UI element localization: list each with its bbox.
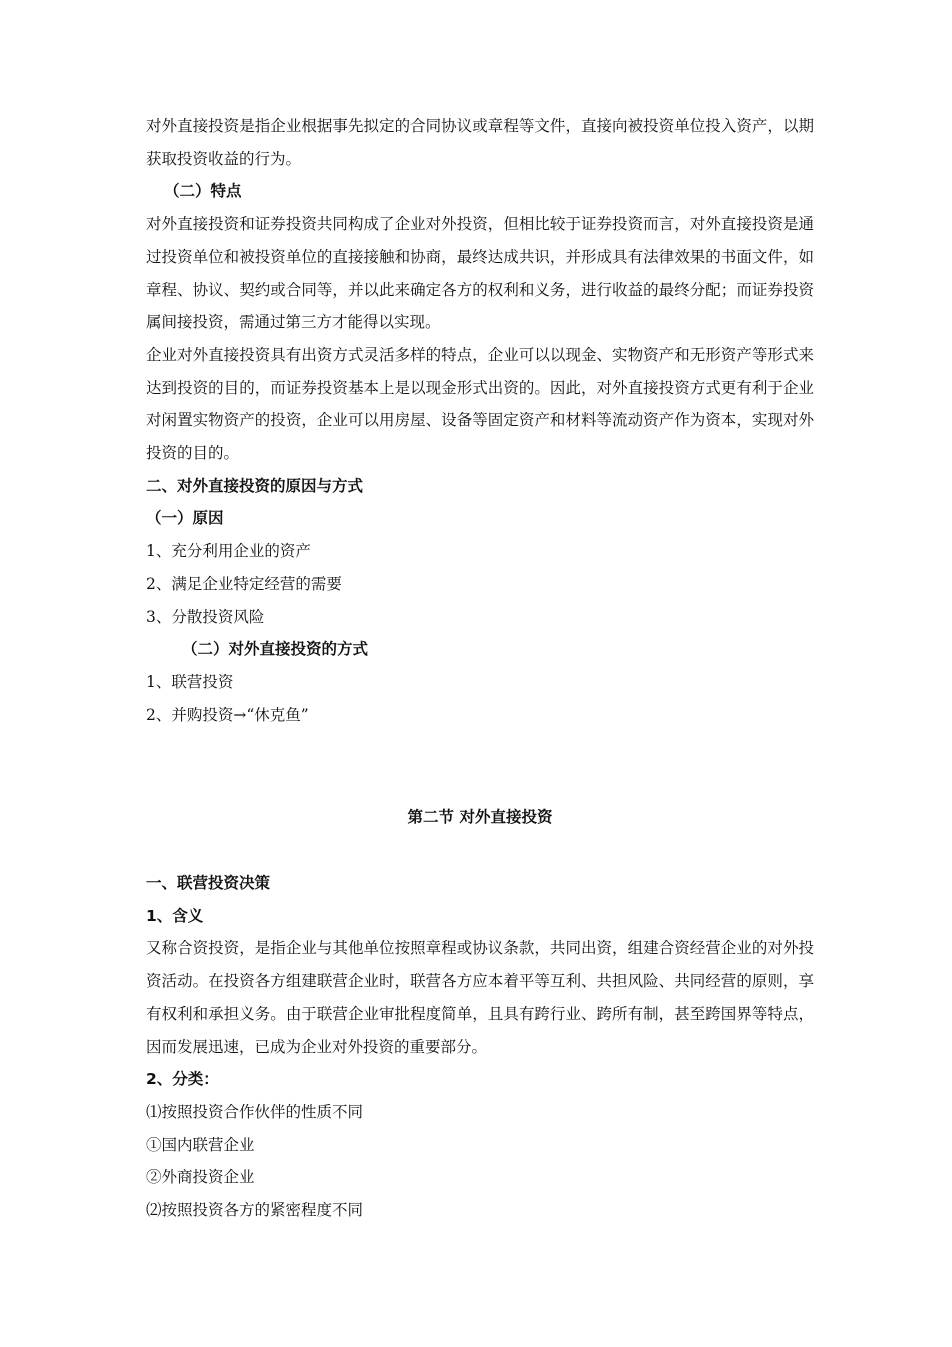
- joint-venture-heading: 一、联营投资决策: [146, 874, 271, 893]
- reasons-methods-heading: 二、对外直接投资的原因与方式: [146, 476, 364, 495]
- reason-item: 3、分散投资风险: [146, 607, 265, 626]
- reason-item: 2、满足企业特定经营的需要: [146, 574, 342, 593]
- classification-item: ⑴按照投资合作伙伴的性质不同: [146, 1102, 364, 1121]
- page-content: [146, 110, 814, 1227]
- classification-item: ⑵按照投资各方的紧密程度不同: [146, 1201, 364, 1220]
- method-item: 1、联营投资: [146, 672, 234, 691]
- classification-heading: 2、分类：: [146, 1070, 219, 1089]
- features-heading: （二）特点: [164, 182, 242, 201]
- reason-item: 1、充分利用企业的资产: [146, 542, 311, 561]
- reasons-heading: （一）原因: [146, 509, 224, 528]
- features-paragraph-1: 对外直接投资和证券投资共同构成了企业对外投资，但相比较于证券投资而言，对外直接投资是通过投资单位和被投资单位的直接接触和协商，最终达成共识，并形成具有法律效果的书面文件，如章程、协议、契约或合同等，并以此来确定各方的权利和义务，进行收益的最终分配；而证券投资属间接投资，需通过第三方才能得以实现。: [146, 215, 814, 332]
- meaning-heading: 1、含义: [146, 906, 204, 925]
- spacer: [146, 731, 814, 801]
- features-paragraph-2: 企业对外直接投资具有出资方式灵活多样的特点，企业可以以现金、实物资产和无形资产等形式来达到投资的目的，而证券投资基本上是以现金形式出资的。因此，对外直接投资方式更有利于企业对闲置实物资产的投资，企业可以用房屋、设备等固定资产和材料等流动资产作为资本，实现对外投资的目的。: [146, 345, 814, 463]
- meaning-paragraph: 又称合资投资，是指企业与其他单位按照章程或协议条款，共同出资，组建合资经营企业的对外投资活动。在投资各方组建联营企业时，联营各方应本着平等互利、共担风险、共同经营的原则，享有权利和承担义务。由于联营企业审批程度简单，且具有跨行业、跨所有制，甚至跨国界等特点，因而发展迅速，已成为企业对外投资的重要部分。: [146, 939, 814, 1056]
- section-title: 第二节 对外直接投资: [407, 808, 553, 827]
- method-item: 2、并购投资→“休克鱼”: [146, 705, 309, 724]
- classification-item: ②外商投资企业: [146, 1168, 255, 1187]
- classification-item: ①国内联营企业: [146, 1135, 255, 1154]
- definition-paragraph: 对外直接投资是指企业根据事先拟定的合同协议或章程等文件，直接向被投资单位投入资产，以期获取投资收益的行为。: [146, 117, 814, 168]
- spacer: [146, 834, 814, 867]
- methods-heading: （二）对外直接投资的方式: [182, 640, 369, 659]
